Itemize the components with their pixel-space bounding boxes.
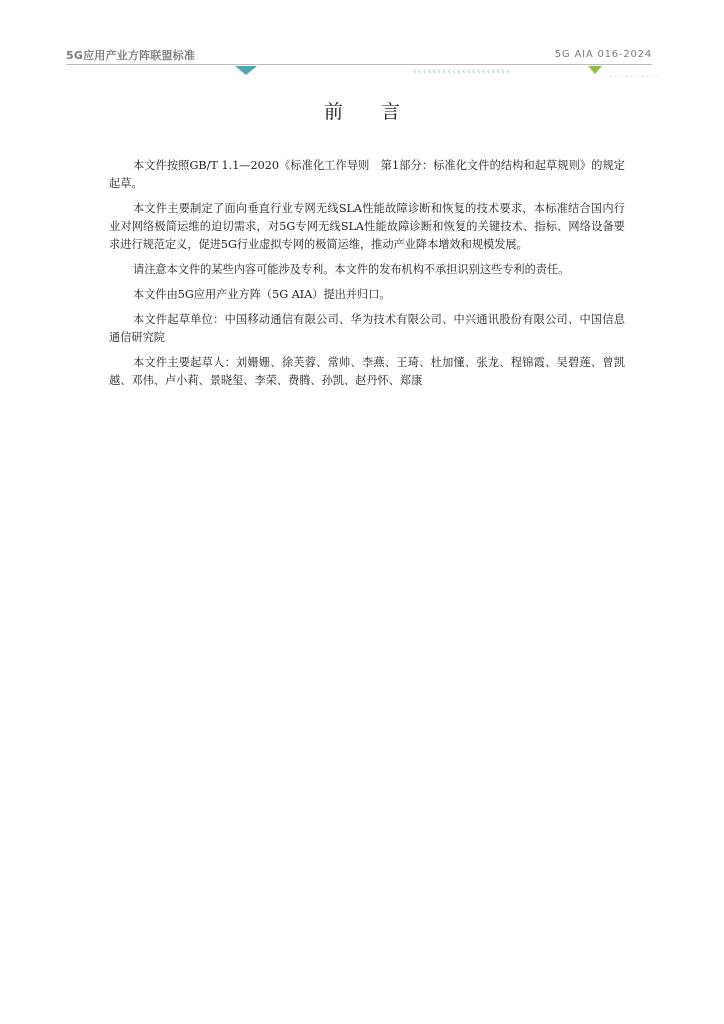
header-standard-code: 5G AIA 016-2024 [554, 49, 652, 60]
paragraph-drafters: 本文件主要起草人：刘姗姗、徐芙蓉、常帅、李燕、王琦、杜加懂、张龙、程锦霞、吴碧莲、曾凯越、邓伟、卢小莉、景晓玺、李荣、费腾、孙凯、赵丹怀、郑康 [109, 356, 625, 387]
header-divider [66, 64, 652, 65]
header-triangle-right-icon [588, 66, 602, 74]
paragraph-drafting-rules: 本文件按照GB/T 1.1—2020《标准化工作导则 第1部分：标准化文件的结构和起草规则》的规定起草。 [109, 159, 625, 190]
paragraph-patent-notice: 请注意本文件的某些内容可能涉及专利。本文件的发布机构不承担识别这些专利的责任。 [133, 263, 570, 276]
page-title: 前言 [323, 101, 438, 123]
paragraph-scope: 本文件主要制定了面向垂直行业专网无线SLA性能故障诊断和恢复的技术要求，本标准结合国内行业对网络极简运维的迫切需求，对5G专网无线SLA性能故障诊断和恢复的关键技术、指标、网络设备要求进行规范定义，促进5G行业虚拟专网的极简运维，推动产业降本增效和规模发展。 [109, 202, 625, 251]
header-dots-decoration: ·········· [608, 72, 662, 81]
paragraph-proposer: 本文件由5G应用产业方阵（5G AIA）提出并归口。 [133, 288, 391, 301]
header-triangle-left-icon [235, 66, 257, 75]
document-body [109, 157, 625, 397]
header-chevron-decoration: ‹‹‹‹‹‹‹‹‹‹‹‹‹‹‹‹‹‹‹‹ [412, 67, 511, 77]
paragraph-drafting-units: 本文件起草单位：中国移动通信有限公司、华为技术有限公司、中兴通讯股份有限公司、中国信息通信研究院 [109, 313, 625, 344]
header-org-name: 5G应用产业方阵联盟标准 [66, 49, 196, 62]
